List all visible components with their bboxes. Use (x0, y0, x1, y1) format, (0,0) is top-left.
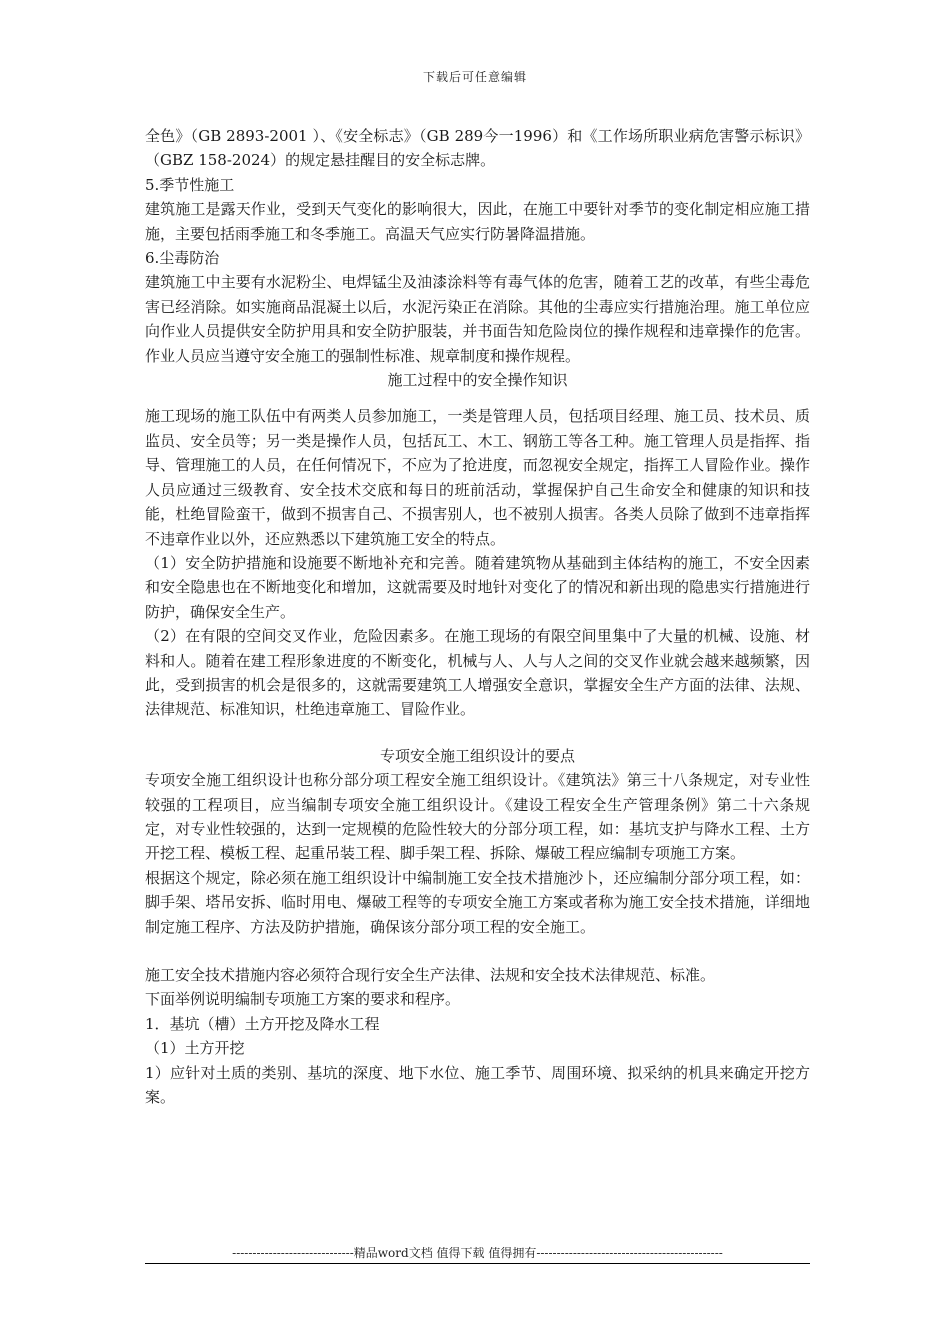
page-header: 下载后可任意编辑 (422, 70, 527, 84)
page-footer: ------------------------------精品word文档 值得下载 值得拥有---------------------------------------------- (232, 1246, 723, 1260)
paragraph: 根据这个规定，除必须在施工组织设计中编制施工安全技术措施沙卜，还应编制分部分项工程，如：脚手架、塔吊安拆、临时用电、爆破工程等的专项安全施工方案或者称为施工安全技术措施，详细地制定施工程序、方法及防护措施，确保该分部分项工程的安全施工。 (145, 868, 810, 936)
footer-divider (145, 1263, 810, 1264)
paragraph: 专项安全施工组织设计也称分部分项工程安全施工组织设计。《建筑法》第三十八条规定，对专业性较强的工程项目，应当编制专项安全施工组织设计。《建设工程安全生产管理条例》第二十六条规定，对专业性较强的，达到一定规模的危险性较大的分部分项工程，如：基坑支护与降水工程、土方开挖工程、模板工程、起重吊装工程、脚手架工程、拆除、爆破工程应编制专项施工方案。 (145, 771, 810, 863)
paragraph: 施工安全技术措施内容必须符合现行安全生产法律、法规和安全技术法律规范、标准。 (145, 966, 716, 984)
heading-special-safety-design: 专项安全施工组织设计的要点 (379, 746, 575, 765)
paragraph: 建筑施工中主要有水泥粉尘、电焊锰尘及油漆涂料等有毒气体的危害，随着工艺的改革，有些尘毒危害已经消除。如实施商品混凝土以后，水泥污染正在消除。其他的尘毒应实行措施治理。施工单位应向作业人员提供安全防护用具和安全防护服装，并书面告知危险岗位的操作规程和违章操作的危害。作业人员应当遵守安全施工的强制性标准、规章制度和操作规程。 (145, 273, 810, 365)
paragraph: 全色》（GB 2893-2001 ）、《安全标志》（GB 289今一1996）和《工作场所职业病危害警示标识》（GBZ 158-2024）的规定悬挂醒目的安全标志牌。 (145, 127, 810, 170)
heading-safety-operation-knowledge: 施工过程中的安全操作知识 (387, 371, 568, 390)
section-title-foundation-pit: 1．基坑（槽）土方开挖及降水工程 (145, 1014, 380, 1033)
list-item: （2）在有限的空间交叉作业，危险因素多。在施工现场的有限空间里集中了大量的机械、设施、材料和人。随着在建工程形象进度的不断变化，机械与人、人与人之间的交叉作业就会越来越频繁，因此，受到损害的机会是很多的，这就需要建筑工人增强安全意识，掌握安全生产方面的法律、法规、法律规范、标准知识，杜绝违章施工、冒险作业。 (145, 627, 810, 719)
paragraph: 下面举例说明编制专项施工方案的要求和程序。 (145, 990, 461, 1009)
paragraph: 施工现场的施工队伍中有两类人员参加施工，一类是管理人员，包括项目经理、施工员、技术员、质监员、安全员等；另一类是操作人员，包括瓦工、木工、钢筋工等各工种。施工管理人员是指挥、指导、管理施工的人员，在任何情况下，不应为了抢进度，而忽视安全规定，指挥工人冒险作业。操作人员应通过三级教育、安全技术交底和每日的班前活动，掌握保护自己生命安全和健康的知识和技能，杜绝冒险蛮干，做到不损害自己、不损害别人，也不被别人损害。各类人员除了做到不违章指挥不违章作业以外，还应熟悉以下建筑施工安全的特点。 (145, 407, 810, 548)
section-title-seasonal-construction: 5.季节性施工 (145, 175, 235, 194)
document-body (145, 124, 810, 1109)
paragraph: 建筑施工是露天作业，受到天气变化的影响很大，因此，在施工中要针对季节的变化制定相应施工措施，主要包括雨季施工和冬季施工。高温天气应实行防暑降温措施。 (145, 200, 810, 243)
subsection-title-earth-excavation: （1）土方开挖 (145, 1039, 245, 1058)
list-item: （1）安全防护措施和设施要不断地补充和完善。随着建筑物从基础到主体结构的施工，不安全因素和安全隐患也在不断地变化和增加，这就需要及时地针对变化了的情况和新出现的隐患实行措施进行防护，确保安全生产。 (145, 553, 810, 621)
section-title-dust-prevention: 6.尘毒防治 (145, 249, 220, 268)
list-item: 1）应针对土质的类别、基坑的深度、地下水位、施工季节、周围环境、拟采纳的机具来确定开挖方案。 (145, 1063, 810, 1107)
